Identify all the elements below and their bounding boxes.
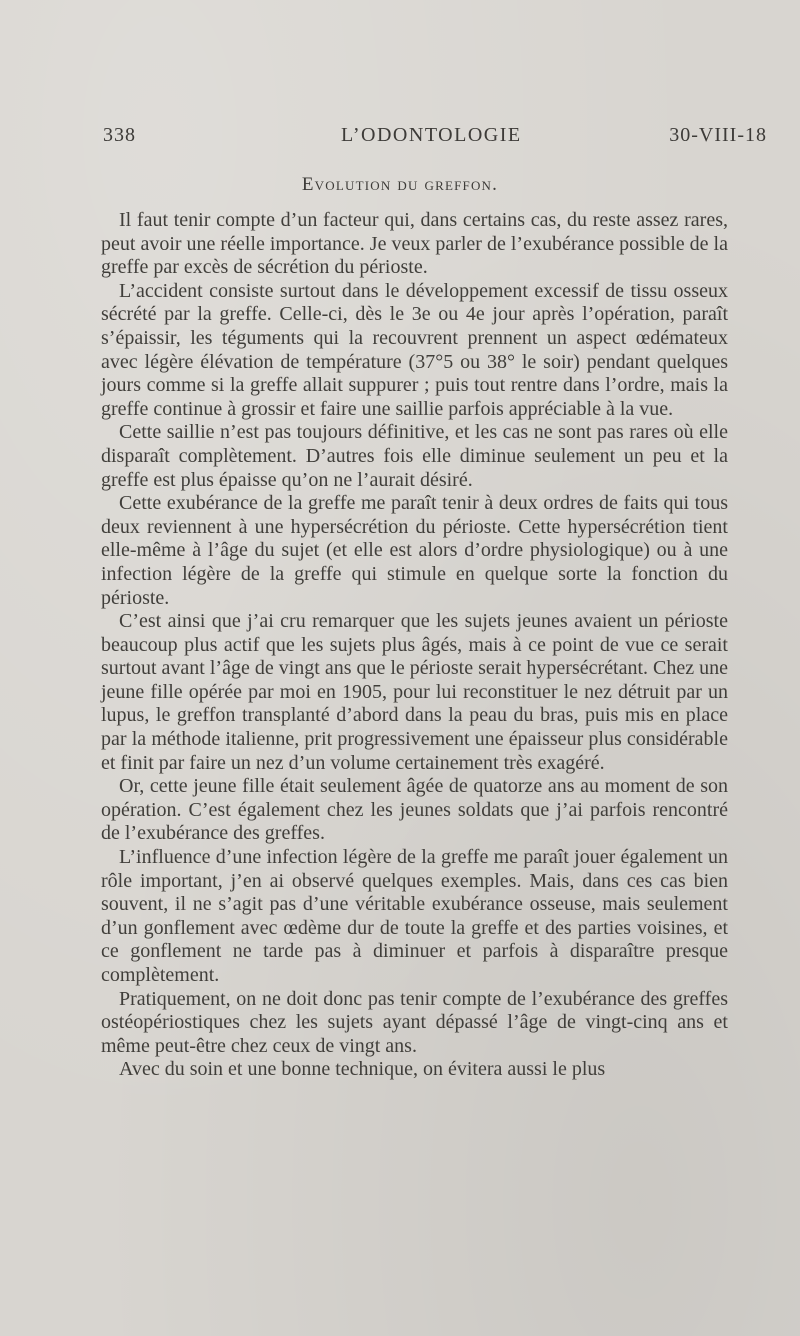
- body-text: [101, 209, 728, 1082]
- paragraph: Cette saillie n’est pas toujours définitive, et les cas ne sont pas rares où elle disparaît complètement. D’autres fois elle diminue seulement un peu et la greffe est plus épaisse qu’on ne l’aurait désiré.: [101, 421, 728, 491]
- section-title: Evolution du greffon.: [301, 174, 499, 195]
- paragraph: Il faut tenir compte d’un facteur qui, dans certains cas, du reste assez rares, peut avoir une réelle importance. Je veux parler de l’exubérance possible de la greffe par excès de sécrétion du périoste.: [101, 209, 728, 279]
- paragraph: Avec du soin et une bonne technique, on évitera aussi le plus: [119, 1058, 606, 1081]
- paragraph: Cette exubérance de la greffe me paraît tenir à deux ordres de faits qui tous deux reviennent à une hypersécrétion du périoste. Cette hypersécrétion tient elle-même à l’âge du sujet (et elle est alors d’ordre physiologique) ou à une infection légère de la greffe qui stimule en quelque sorte la fonction du périoste.: [101, 492, 728, 609]
- paragraph: C’est ainsi que j’ai cru remarquer que les sujets jeunes avaient un périoste beaucoup plus actif que les sujets plus âgés, mais à ce point de vue ce serait surtout avant l’âge de vingt ans que le périoste serait hypersécrétant. Chez une jeune fille opérée par moi en 1905, pour lui reconstituer le nez détruit par un lupus, le greffon transplanté d’abord dans la peau du bras, puis mis en place par la méthode italienne, prit progressivement une épaisseur plus considérable et finit par faire un nez d’un volume certainement très exagéré.: [101, 610, 728, 774]
- paragraph: L’influence d’une infection légère de la greffe me paraît jouer également un rôle important, j’en ai observé quelques exemples. Mais, dans ces cas bien souvent, il ne s’agit pas d’une véritable exubérance osseuse, mais seulement d’un gonflement avec œdème dur de toute la greffe et des parties voisines, et ce gonflement ne tarde pas à diminuer et parfois à disparaître presque complètement.: [101, 846, 728, 986]
- paragraph: Or, cette jeune fille était seulement âgée de quatorze ans au moment de son opération. C’est également chez les jeunes soldats que j’ai parfois rencontré de l’exubérance des greffes.: [101, 775, 728, 845]
- issue-date: 30-VIII-18: [669, 124, 767, 146]
- running-header: [103, 124, 767, 154]
- page-number: 338: [103, 124, 136, 146]
- journal-title: L’ODONTOLOGIE: [341, 124, 522, 146]
- paragraph: L’accident consiste surtout dans le développement excessif de tissu osseux sécrété par la greffe. Celle-ci, dès le 3e ou 4e jour après l’opération, paraît s’épaissir, les téguments qui la recouvrent prennent un aspect œdémateux avec légère élévation de température (37°5 ou 38° le soir) pendant quelques jours comme si la greffe allait suppurer ; puis tout rentre dans l’ordre, mais la greffe continue à grossir et faire une saillie parfois appréciable à la vue.: [101, 279, 728, 420]
- paragraph: Pratiquement, on ne doit donc pas tenir compte de l’exubérance des greffes ostéopériostiques chez les sujets ayant dépassé l’âge de vingt-cinq ans et même peut-être chez ceux de vingt ans.: [101, 987, 728, 1057]
